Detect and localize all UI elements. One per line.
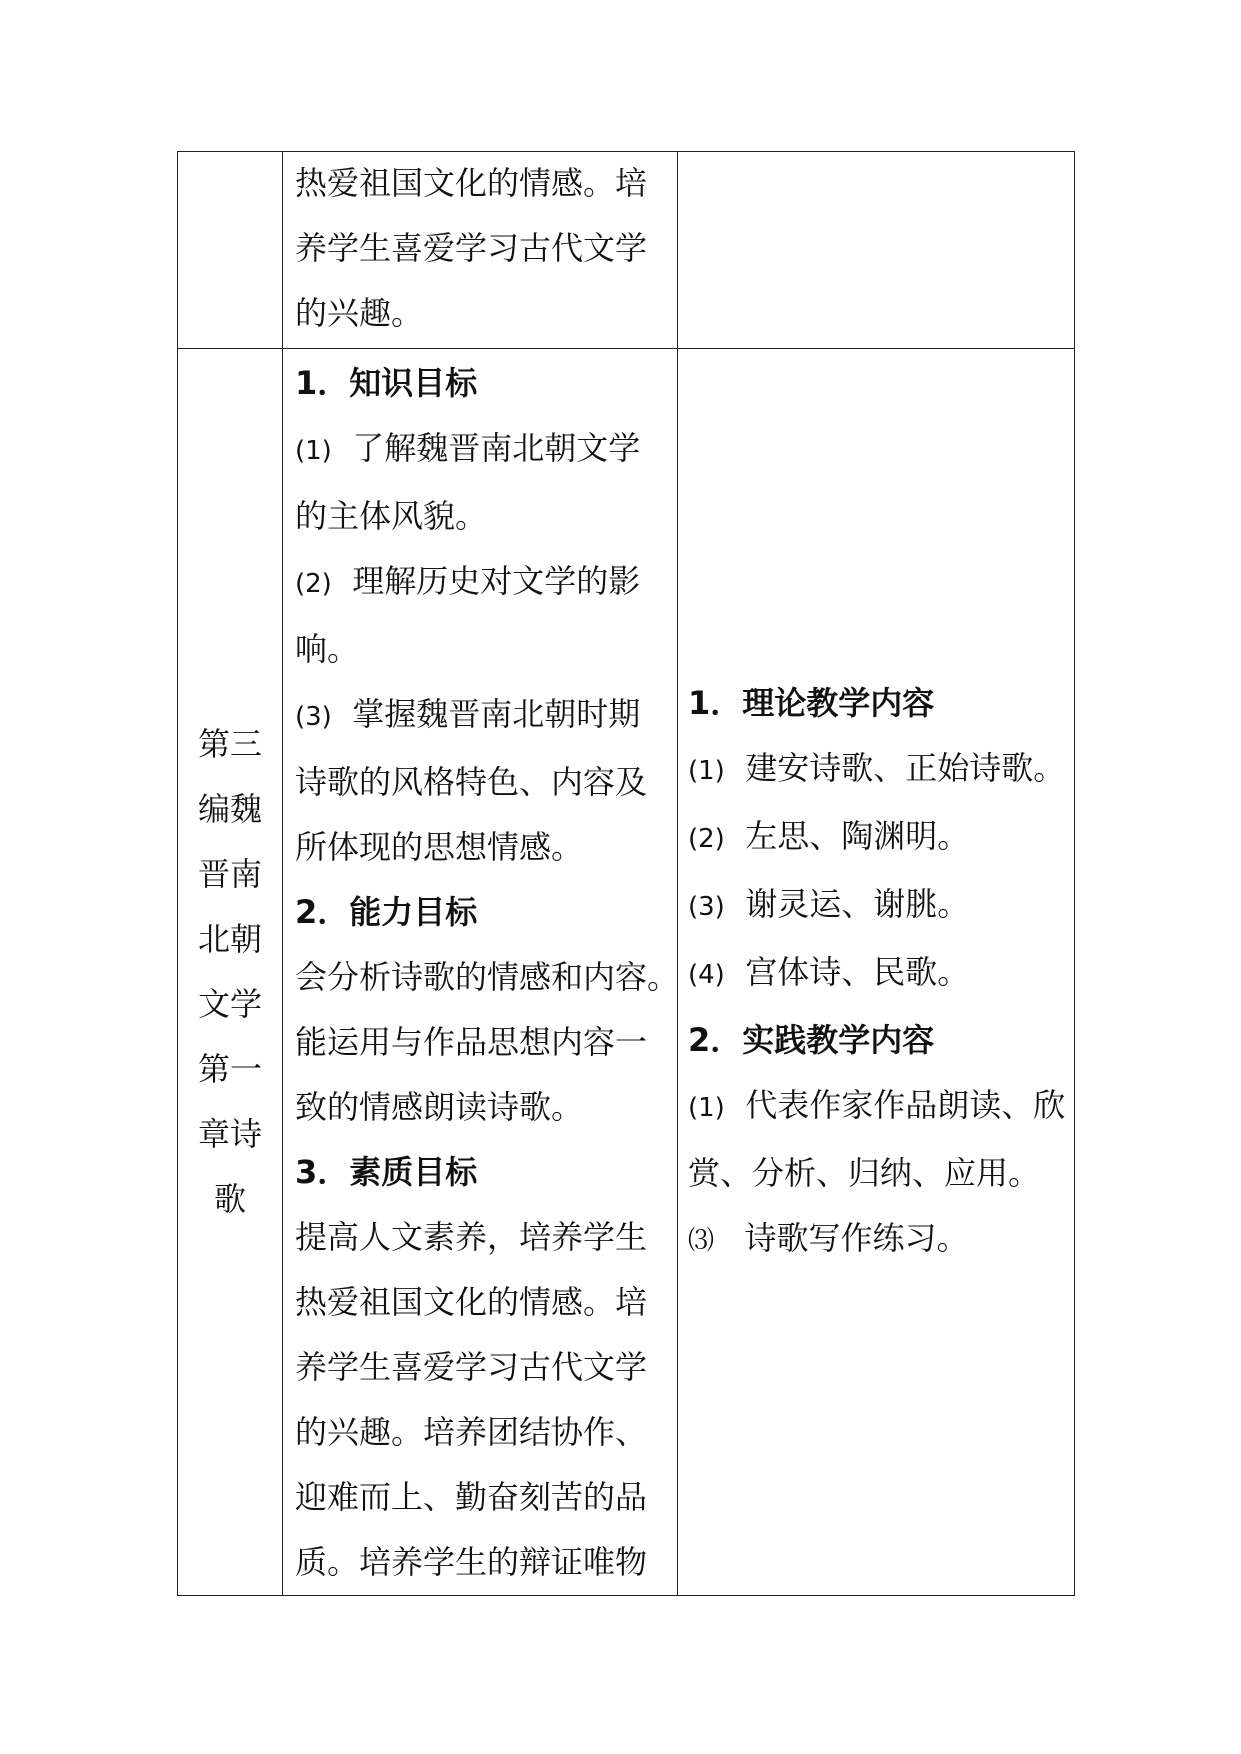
practice-item: ⑶ 诗歌写作练习。 <box>688 1218 969 1257</box>
chapter-title: 第三编魏晋南北朝文学第一章诗歌 <box>197 725 262 1218</box>
knowledge-heading: 1．知识目标 <box>295 364 478 402</box>
knowledge-item-cont: 所体现的思想情感。 <box>295 828 584 866</box>
knowledge-item-cont: 的主体风貌。 <box>295 497 488 535</box>
theory-heading: 1．理论教学内容 <box>688 683 935 722</box>
knowledge-item: (1) 了解魏晋南北朝文学 <box>295 429 641 467</box>
objectives-cell-continued <box>283 152 678 349</box>
objectives-line: 养学生喜爱学习古代文学 <box>295 228 648 267</box>
theory-item: (3) 谢灵运、谢朓。 <box>688 884 970 923</box>
content-cell <box>678 349 1075 1596</box>
quality-line: 热爱祖国文化的情感。培 <box>295 1283 648 1321</box>
quality-line: 质。培养学生的辩证唯物 <box>295 1543 648 1581</box>
objectives-line: 热爱祖国文化的情感。培 <box>295 163 648 202</box>
practice-heading: 2．实践教学内容 <box>688 1020 935 1059</box>
objectives-line: 的兴趣。 <box>295 293 424 332</box>
practice-item-cont: 赏、分析、归纳、应用。 <box>688 1153 1041 1192</box>
practice-item: (1) 代表作家作品朗读、欣 <box>688 1085 1066 1124</box>
ability-line: 会分析诗歌的情感和内容。 <box>295 958 680 996</box>
theory-item: (1) 建安诗歌、正始诗歌。 <box>688 748 1066 787</box>
table-row-chapter <box>178 349 1075 1596</box>
knowledge-item: (3) 掌握魏晋南北朝时期 <box>295 695 641 733</box>
table-row-continuation <box>178 152 1075 349</box>
syllabus-table <box>177 151 1075 1596</box>
knowledge-item-cont: 诗歌的风格特色、内容及 <box>295 763 648 801</box>
knowledge-item-cont: 响。 <box>295 630 360 668</box>
chapter-cell <box>178 349 283 1596</box>
quality-line: 养学生喜爱学习古代文学 <box>295 1348 648 1386</box>
theory-item: (2) 左思、陶渊明。 <box>688 816 970 855</box>
content-cell-empty <box>678 152 1075 349</box>
ability-heading: 2．能力目标 <box>295 893 478 931</box>
knowledge-item: (2) 理解历史对文学的影 <box>295 562 641 600</box>
quality-heading: 3．素质目标 <box>295 1153 478 1191</box>
chapter-cell-empty <box>178 152 283 349</box>
theory-item: (4) 宫体诗、民歌。 <box>688 952 970 991</box>
ability-line: 致的情感朗读诗歌。 <box>295 1088 584 1126</box>
ability-line: 能运用与作品思想内容一 <box>295 1023 648 1061</box>
quality-line: 的兴趣。培养团结协作、 <box>295 1413 648 1451</box>
quality-line: 迎难而上、勤奋刻苦的品 <box>295 1478 648 1516</box>
quality-line: 提高人文素养，培养学生 <box>295 1218 648 1256</box>
objectives-cell <box>283 349 678 1596</box>
